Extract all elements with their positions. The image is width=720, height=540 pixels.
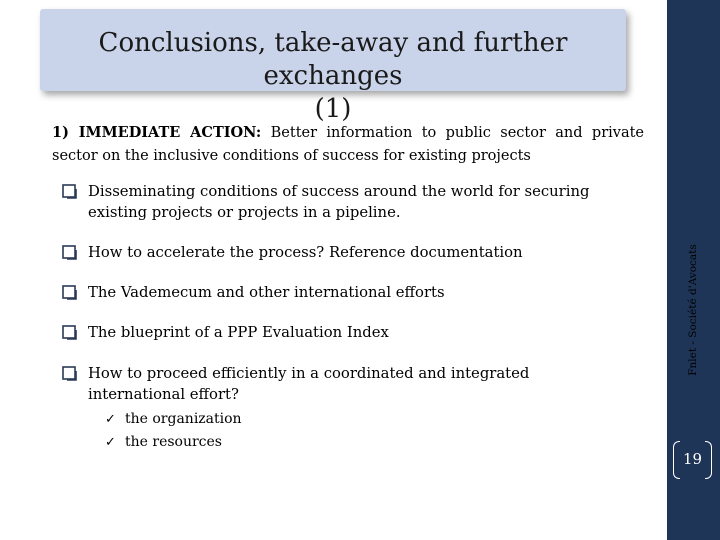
list-item-text: The Vademecum and other international efforts xyxy=(88,284,445,301)
list-item-text: The blueprint of a PPP Evaluation Index xyxy=(88,324,389,341)
list-item-text: How to proceed efficiently in a coordinated and integrated international effort? xyxy=(88,365,530,403)
sidebar-separator xyxy=(664,0,666,540)
slide-title-line2: (1) xyxy=(314,94,352,124)
page-number-badge xyxy=(673,441,712,479)
sub-list-item xyxy=(105,408,242,431)
sub-list-item xyxy=(105,431,222,454)
slide-title xyxy=(40,27,626,126)
checkmark-icon: ✓ xyxy=(105,412,116,427)
square-bullet-icon xyxy=(62,285,77,300)
page-number: 19 xyxy=(682,450,703,468)
sub-list-item-text: the organization xyxy=(125,411,242,427)
list-item-text: How to accelerate the process? Reference documentation xyxy=(88,244,523,261)
square-bullet-icon xyxy=(62,184,77,199)
footer-text: Fnlet - Société d'Avocats xyxy=(687,244,699,376)
section-heading xyxy=(52,121,644,168)
slide-title-line1: Conclusions, take-away and further exchanges xyxy=(98,28,568,91)
square-bullet-icon xyxy=(62,366,77,381)
square-bullet-icon xyxy=(62,245,77,260)
heading-text: Better information to public sector and private sector on the inclusive conditions of success for existing projects xyxy=(52,125,645,164)
sub-list-item-text: the resources xyxy=(125,434,222,450)
heading-prefix: 1) IMMEDIATE ACTION: xyxy=(52,124,262,141)
checkmark-icon: ✓ xyxy=(105,435,116,450)
title-box xyxy=(40,9,626,124)
list-item-text: Disseminating conditions of success around the world for securing existing projects or projects in a pipeline. xyxy=(88,183,590,221)
square-bullet-icon xyxy=(62,325,77,340)
